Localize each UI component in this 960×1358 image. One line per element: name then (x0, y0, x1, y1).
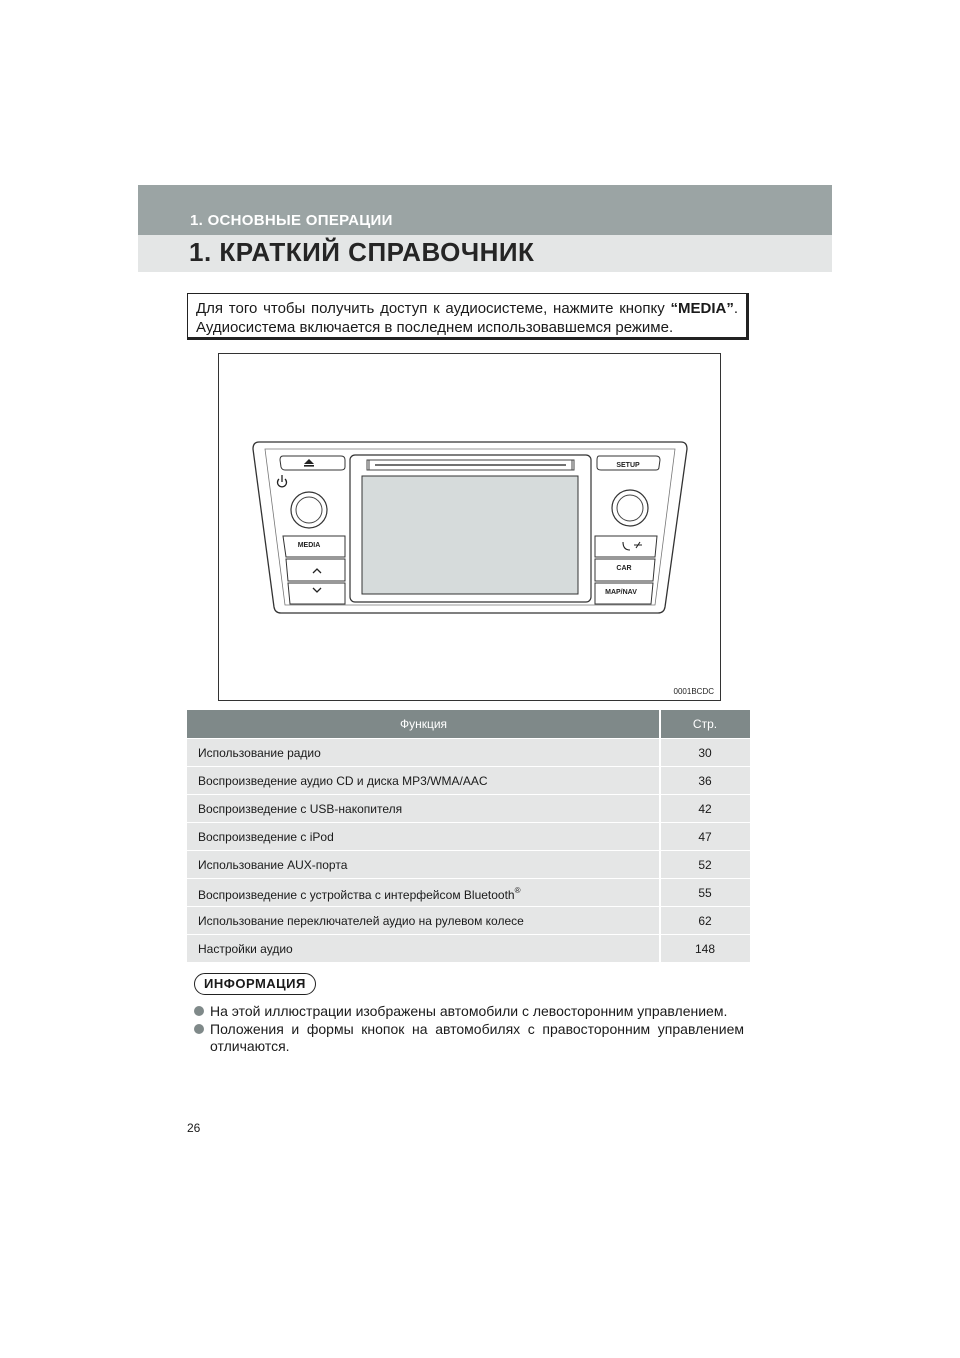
row-page: 62 (698, 914, 712, 928)
table-row (187, 822, 750, 850)
media-button-name: “MEDIA” (670, 300, 734, 317)
media-label: MEDIA (297, 542, 321, 549)
head-unit-illustration (218, 353, 721, 701)
bullet-icon (194, 1006, 204, 1016)
table-row (187, 738, 750, 766)
row-function: Воспроизведение аудио CD и диска MP3/WMA/AAC (198, 774, 488, 788)
row-page: 30 (698, 746, 712, 760)
row-page: 52 (698, 858, 712, 872)
section-header (138, 185, 832, 272)
row-function: Настройки аудио (198, 942, 293, 956)
row-page: 148 (694, 942, 716, 956)
intro-period: . (733, 300, 738, 317)
row-function: Воспроизведение с iPod (198, 830, 334, 844)
row-page: 36 (698, 774, 712, 788)
table-row (187, 794, 750, 822)
intro-line-2: Аудиосистема включается в последнем использовавшемся режиме. (196, 319, 674, 336)
section-header-bar (138, 185, 832, 235)
bullet-text-line1: Положения и формы кнопок на автомобилях с правосторонним управлением (210, 1021, 744, 1037)
map-nav-label: MAP/NAV (605, 589, 637, 596)
row-function: Использование AUX-порта (198, 858, 348, 872)
row-function-text: Воспроизведение с устройства с интерфейсом Bluetooth (198, 888, 515, 902)
table-header (187, 710, 750, 738)
section-title: 1. ОСНОВНЫЕ ОПЕРАЦИИ (190, 212, 393, 229)
row-function: Использование радио (198, 746, 321, 760)
row-page: 55 (698, 886, 712, 900)
row-page: 47 (698, 830, 712, 844)
table-row (187, 850, 750, 878)
info-label: ИНФОРМАЦИЯ (194, 973, 316, 995)
head-unit-drawing (219, 354, 720, 700)
row-function: Воспроизведение с USB-накопителя (198, 802, 403, 816)
row-function (198, 886, 521, 902)
phone-button (595, 536, 657, 557)
display-screen (362, 476, 578, 594)
page-title: 1. КРАТКИЙ СПРАВОЧНИК (189, 237, 535, 267)
bullet-text (210, 1021, 744, 1055)
bullet-text-line2: отличаются. (210, 1038, 290, 1054)
figure-id: 0001BCDC (673, 687, 714, 696)
seek-down-button (288, 583, 345, 604)
table-row (187, 766, 750, 794)
table-row (187, 934, 750, 962)
row-page: 42 (698, 802, 712, 816)
bullet-icon (194, 1024, 204, 1034)
table-row (187, 878, 750, 906)
bullet-text: На этой иллюстрации изображены автомобили с левосторонним управлением. (210, 1003, 728, 1019)
registered-mark: ® (514, 886, 521, 895)
intro-text: Для того чтобы получить доступ к аудиосистеме, нажмите кнопку (196, 300, 671, 317)
row-function: Использование переключателей аудио на рулевом колесе (198, 914, 524, 928)
table-row (187, 906, 750, 934)
header-page: Стр. (692, 717, 718, 731)
page-number: 26 (187, 1121, 201, 1135)
header-function: Функция (399, 717, 448, 731)
car-label: CAR (616, 565, 632, 572)
intro-line-1 (196, 299, 738, 318)
setup-label: SETUP (616, 462, 640, 469)
intro-box (187, 293, 749, 340)
quick-reference-table (187, 710, 750, 962)
